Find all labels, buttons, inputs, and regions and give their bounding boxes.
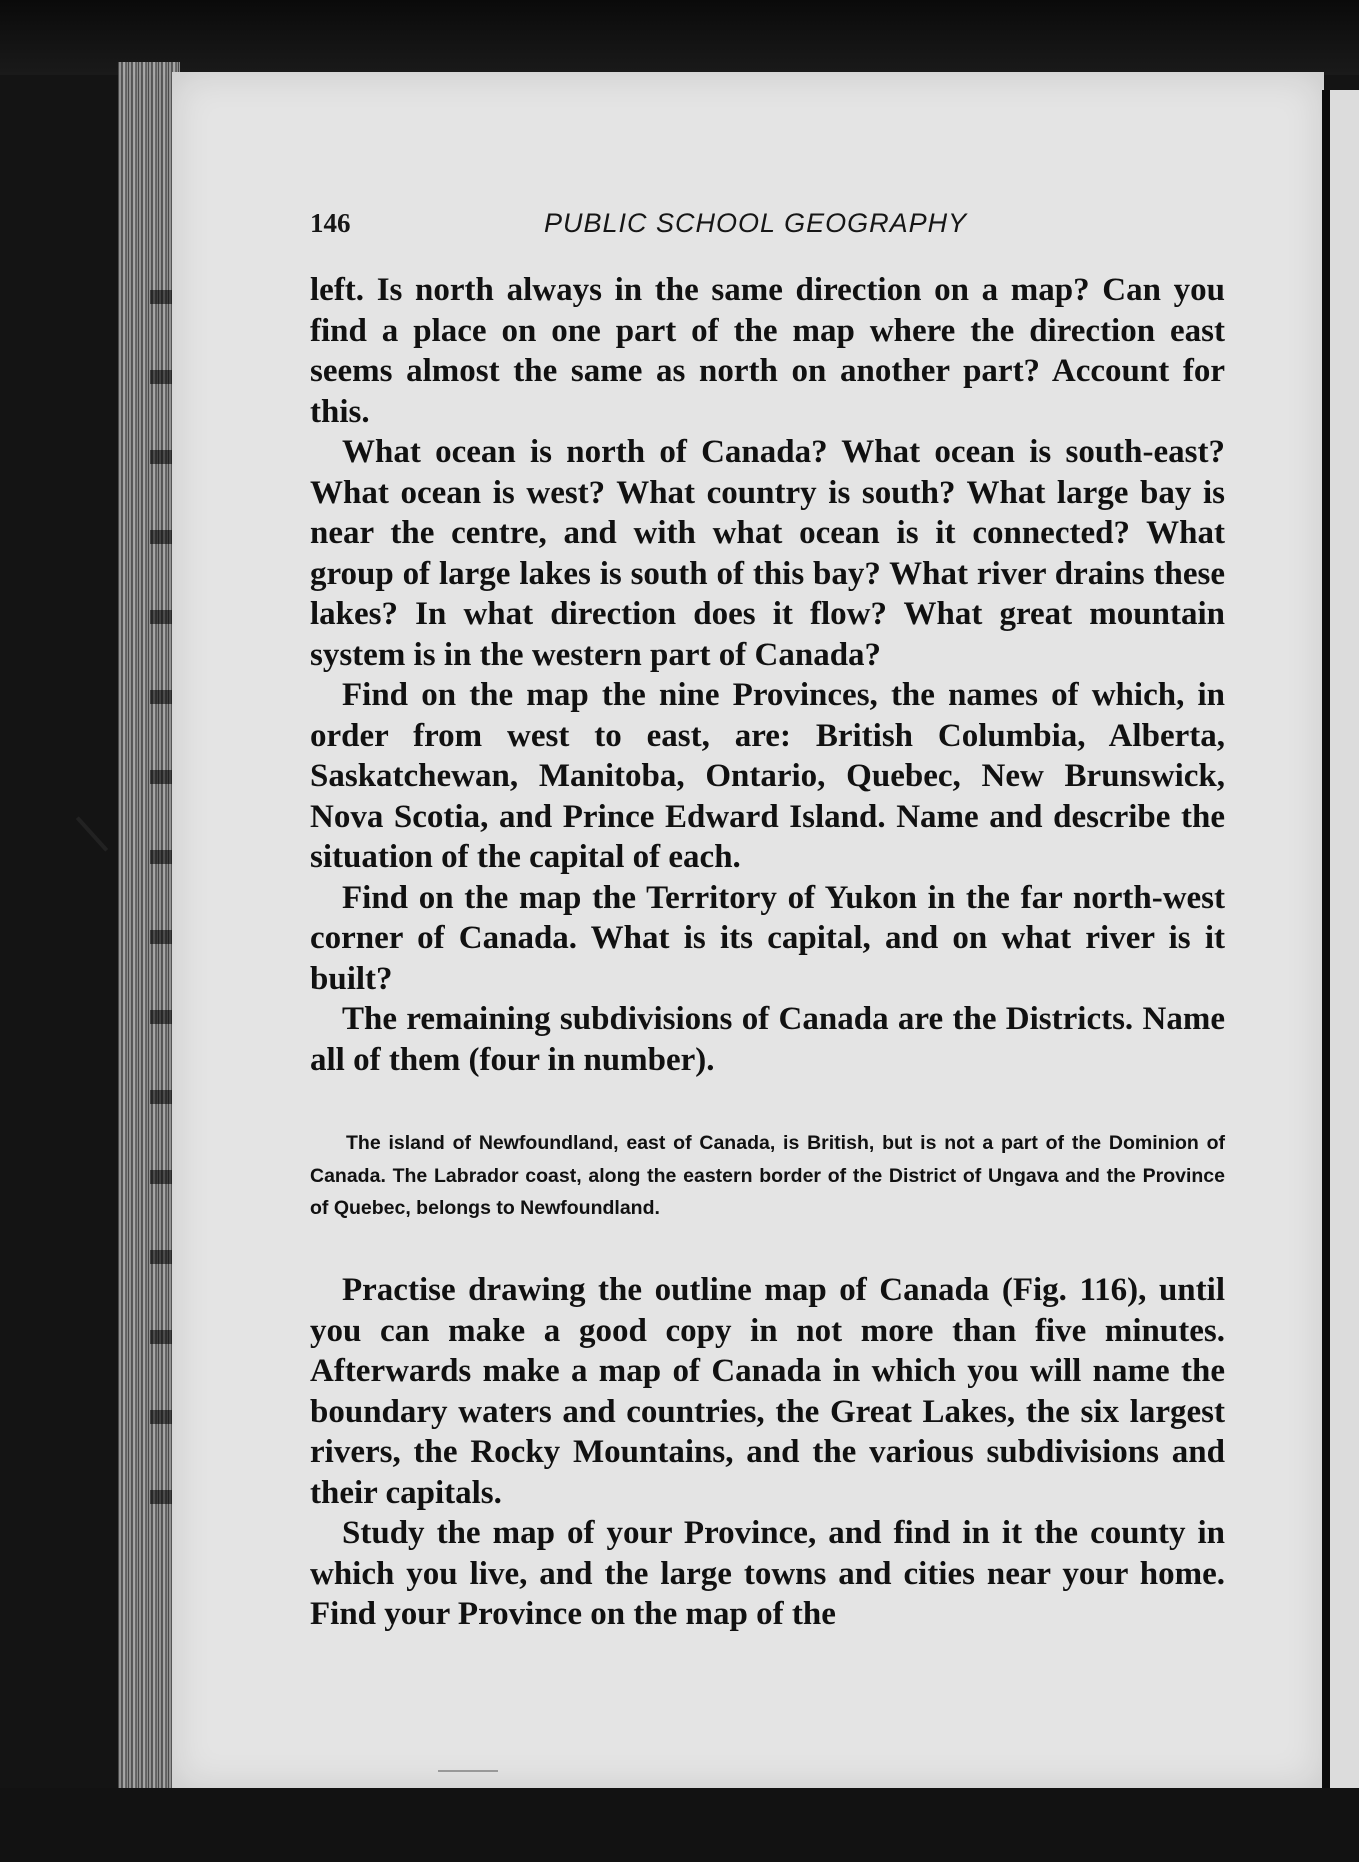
paragraph: The remaining subdivisions of Canada are the Districts. Name all of them (four in number). — [310, 1001, 1225, 1078]
body-text-top — [310, 270, 1225, 1080]
page-right-edge-shadow — [1322, 90, 1330, 1790]
paragraph: left. Is north always in the same direction on a map? Can you find a place on one part of the map where the direction east seems almost the same as north on another part? Account for this. — [310, 272, 1225, 430]
note-paragraph: The island of Newfoundland, east of Canada, is British, but is not a part of the Dominion of Canada. The Labrador coast, along the eastern border of the District of Ungava and the Province of Quebec, belongs to Newfoundland. — [310, 1132, 1225, 1219]
body-text-bottom — [310, 1270, 1225, 1635]
small-print-note — [310, 1127, 1225, 1225]
next-page-edge — [1330, 90, 1359, 1790]
footer-mark — [438, 1770, 498, 1772]
running-head: PUBLIC SCHOOL GEOGRAPHY — [544, 208, 968, 238]
page-header — [310, 208, 1230, 248]
paragraph: Find on the map the Territory of Yukon in the far north-west corner of Canada. What is its capital, and on what river is it built? — [310, 879, 1225, 997]
paragraph: Practise drawing the outline map of Canada (Fig. 116), until you can make a good copy in not more than five minutes. Afterwards make a map of Canada in which you will name the boundary waters and countries, the Great Lakes, the six largest rivers, the Rocky Mountains, and the various subdivisions and their capitals. — [310, 1272, 1225, 1511]
bottom-shadow — [0, 1788, 1359, 1862]
page-number: 146 — [310, 208, 351, 238]
paragraph: What ocean is north of Canada? What ocean is south-east? What ocean is west? What country is south? What large bay is near the centre, and with what ocean is it connected? What group of large lakes is south of this bay? What river drains these lakes? In what direction does it flow? What great mountain system is in the western part of Canada? — [310, 434, 1225, 673]
top-shadow — [0, 0, 1359, 75]
paragraph: Study the map of your Province, and find in it the county in which you live, and the large towns and cities near your home. Find your Province on the map of the — [310, 1515, 1225, 1632]
paragraph: Find on the map the nine Provinces, the names of which, in order from west to east, are: British Columbia, Alberta, Saskatchewan, Manitoba, Ontario, Quebec, New Brunswick, Nova Scotia, and Prince Edward Island. Name and describe the situation of the capital of each. — [310, 677, 1225, 875]
